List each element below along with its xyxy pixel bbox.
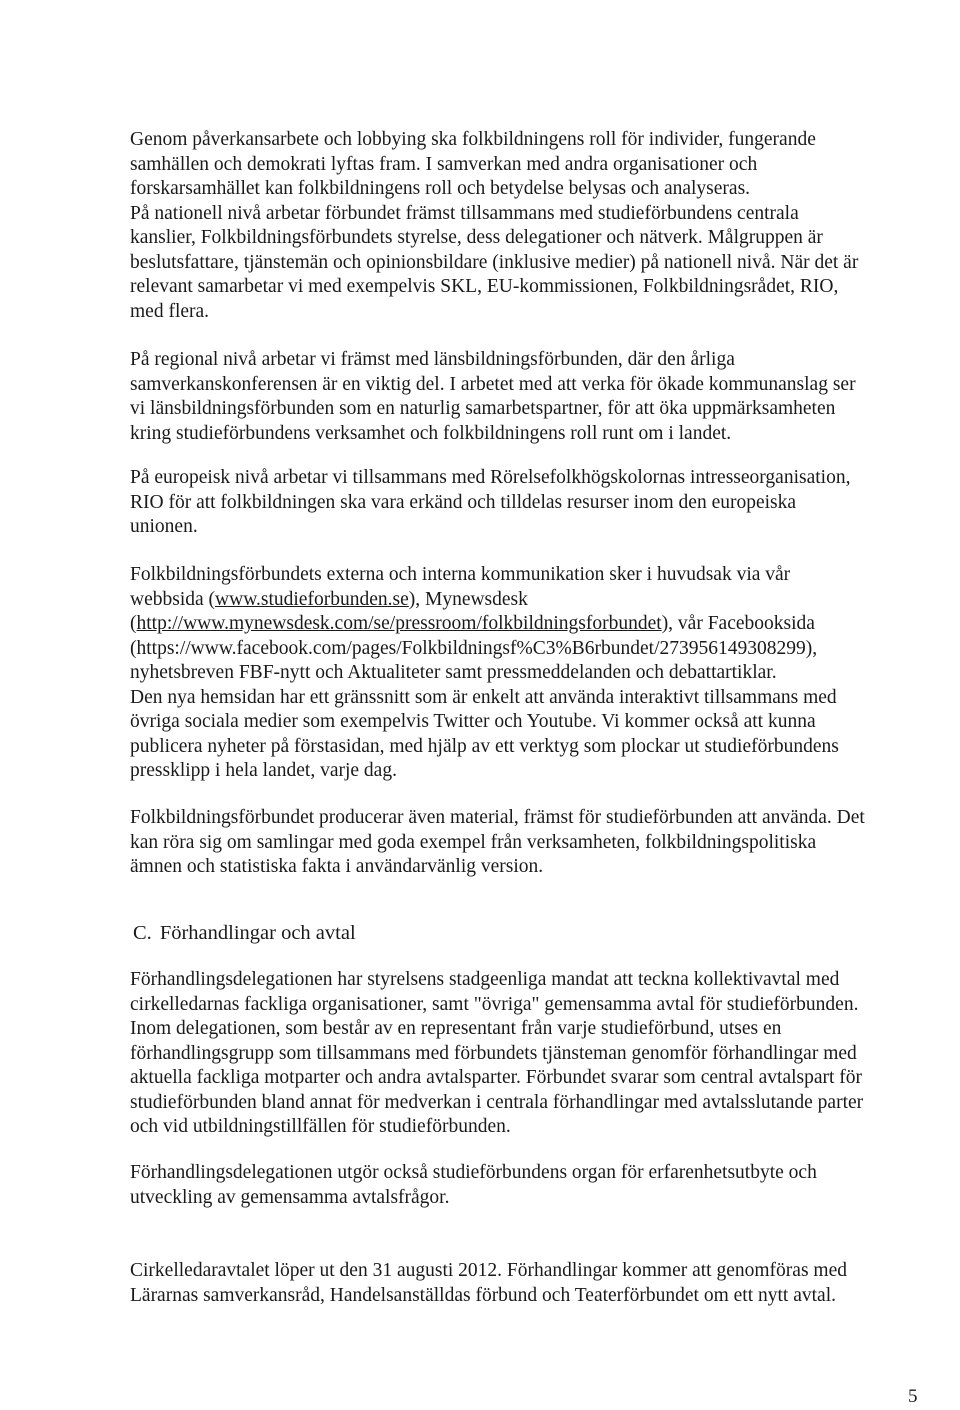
text-line: unionen. [130, 516, 198, 537]
paragraph-communication [130, 563, 920, 784]
paragraph-regional [130, 348, 920, 446]
text-line: förhandlingsgrupp som tillsammans med förbundets tjänsteman genomför förhandlingar med [130, 1042, 857, 1064]
text-line [130, 612, 920, 637]
text-line: kan röra sig om samlingar med goda exempel från verksamheten, folkbildningspolitiska [130, 831, 817, 853]
text-line: cirkelledarnas fackliga organisationer, samt "övriga" gemensamma avtal för studieförbunden. [130, 993, 859, 1015]
text-line: Folkbildningsförbundets externa och interna kommunikation sker i huvudsak via vår [130, 564, 791, 585]
text-line: publicera nyheter på förstasidan, med hjälp av ett verktyg som plockar ut studieförbundens [130, 735, 839, 757]
website-link[interactable]: www.studieforbunden.se [215, 588, 409, 610]
text-fragment: ), vår Facebooksida [661, 613, 815, 634]
text-line: aktuella fackliga motparter och andra avtalsparter. Förbundet svarar som central avtalspart för [130, 1067, 863, 1088]
text-line: Den nya hemsidan har ett gränssnitt som är enkelt att använda interaktivt tillsammans med [130, 686, 837, 708]
text-line: Genom påverkansarbete och lobbying ska folkbildningens roll för individer, fungerande [130, 129, 816, 150]
text-line: övriga sociala medier som exempelvis Twitter och Youtube. Vi kommer också att kunna [130, 711, 816, 732]
text-line: ämnen och statistiska fakta i användarvänlig version. [130, 856, 544, 877]
text-line: vi länsbildningsförbunden som en naturlig samarbetspartner, för att öka uppmärksamheten [130, 398, 836, 419]
text-line: Förhandlingsdelegationen utgör också studieförbundens organ för erfarenhetsutbyte och [130, 1162, 817, 1183]
paragraph-experience-exchange [130, 1161, 920, 1210]
mynewsdesk-link[interactable]: http://www.mynewsdesk.com/se/pressroom/folkbildningsforbundet [136, 613, 662, 634]
text-line: Inom delegationen, som består av en representant från varje studieförbund, utses en [130, 1018, 782, 1039]
text-line [130, 588, 920, 613]
text-line: På regional nivå arbetar vi främst med länsbildningsförbunden, där den årliga [130, 349, 735, 370]
text-line: På nationell nivå arbetar förbundet främst tillsammans med studieförbundens centrala [130, 202, 799, 224]
text-line: Lärarnas samverkansråd, Handelsanställdas förbund och Teaterförbundet om ett nytt avtal. [130, 1284, 836, 1306]
text-fragment: ( [130, 613, 137, 634]
text-line: Folkbildningsförbundet producerar även material, främst för studieförbunden att använda. Det [130, 807, 865, 828]
paragraph-advocacy [130, 128, 920, 324]
text-line: kring studieförbundens verksamhet och folkbildningens roll runt om i landet. [130, 422, 732, 444]
section-letter: C. [133, 922, 152, 944]
text-line: (https://www.facebook.com/pages/Folkbildningsf%C3%B6rbundet/273956149308299), [130, 637, 818, 659]
text-line: pressklipp i hela landet, varje dag. [130, 760, 397, 781]
text-line: På europeisk nivå arbetar vi tillsammans med Rörelsefolkhögskolornas intresseorganisation, [130, 467, 851, 488]
section-title: Förhandlingar och avtal [159, 922, 356, 944]
text-line: beslutsfattare, tjänstemän och opinionsbildare (inklusive medier) på nationell nivå. När det är [130, 251, 859, 273]
text-line: relevant samarbetar vi med exempelvis SKL, EU-kommissionen, Folkbildningsrådet, RIO, [130, 276, 839, 297]
paragraph-material [130, 806, 920, 880]
page-number: 5 [908, 1386, 918, 1407]
text-line: studieförbunden bland annat för medverkan i centrala förhandlingar med avtalsslutande parter [130, 1091, 864, 1113]
text-fragment: ), Mynewsdesk [408, 588, 528, 610]
text-line: med flera. [130, 300, 210, 322]
section-heading [133, 922, 356, 945]
text-line: RIO för att folkbildningen ska vara erkänd och tilldelas resurser inom den europeiska [130, 491, 797, 513]
text-line: Cirkelledaravtalet löper ut den 31 augusti 2012. Förhandlingar kommer att genomföras med [130, 1260, 847, 1281]
text-line: Förhandlingsdelegationen har styrelsens stadgeenliga mandat att teckna kollektivavtal med [130, 969, 840, 990]
paragraph-european [130, 466, 920, 540]
text-fragment: webbsida ( [130, 588, 216, 610]
text-line: nyhetsbreven FBF-nytt och Aktualiteter samt pressmeddelanden och debattartiklar. [130, 662, 777, 683]
text-line: och vid utbildningstillfällen för studieförbunden. [130, 1116, 511, 1137]
paragraph-agreement-expiry [130, 1259, 920, 1308]
text-line: samverkanskonferensen är en viktig del. I arbetet med att verka för ökade kommunanslag ser [130, 373, 856, 395]
text-line: utveckling av gemensamma avtalsfrågor. [130, 1186, 450, 1208]
paragraph-negotiation-delegation [130, 968, 920, 1140]
text-line: samhällen och demokrati lyftas fram. I samverkan med andra organisationer och [130, 153, 758, 175]
text-line: forskarsamhället kan folkbildningens roll och betydelse belysas och analyseras. [130, 178, 751, 199]
text-line: kanslier, Folkbildningsförbundets styrelse, dess delegationer och nätverk. Målgruppen är [130, 227, 823, 248]
